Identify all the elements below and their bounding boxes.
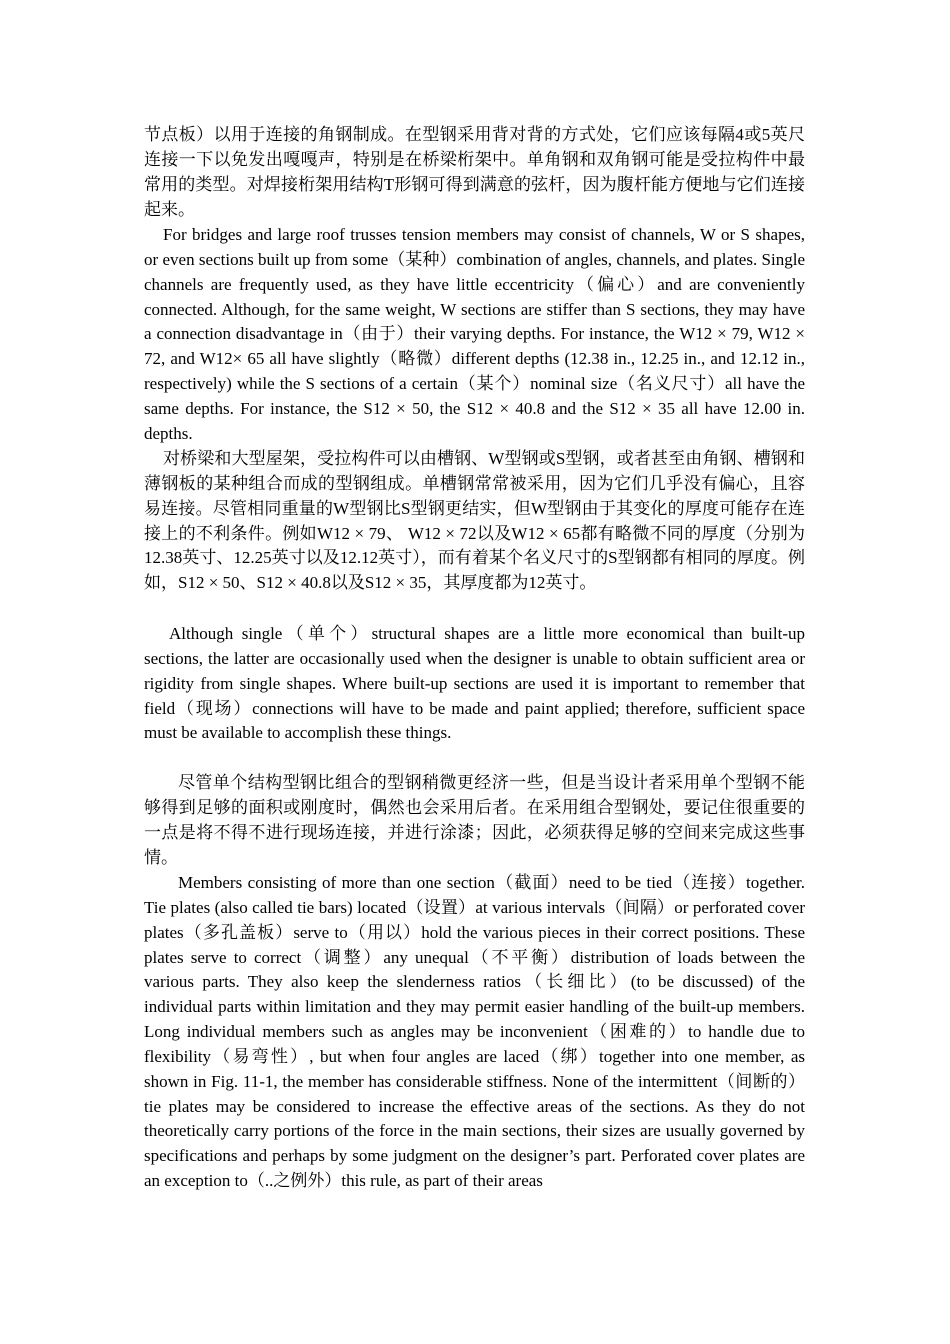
paragraph-zh-gusset-connection: 节点板）以用于连接的角钢制成。在型钢采用背对背的方式处，它们应该每隔4或5英尺连接一下以免发出嘎嘎声，特别是在桥梁桁架中。单角钢和双角钢可能是受拉构件中最常用的类型。对焊接桁架用结构T形钢可得到满意的弦杆，因为腹杆能方便地与它们连接起来。 xyxy=(144,125,805,219)
paragraph-en-bridge-tension-members: For bridges and large roof trusses tension members may consist of channels, W or S shapes, or even sections built up from some（某种）combination of angles, channels, and plates. Single channels are frequently used, as they have little eccentricity（偏心）and are conveniently connected. Although, for the same weight, W sections are stiffer than S sections, they may have a connection disadvantage in（由于）their varying depths. For instance, the W12 × 79, W12 × 72, and W12× 65 all have slightly（略微）different depths (12.38 in., 12.25 in., and 12.12 in., respectively) while the S sections of a certain（某个）nominal size（名义尺寸）all have the same depths. For instance, the S12 × 50, the S12 × 40.8 and the S12 × 35 all have 12.00 in. depths. xyxy=(144,225,805,443)
paragraph-zh-bridge-tension-members: 对桥梁和大型屋架，受拉构件可以由槽钢、W型钢或S型钢，或者甚至由角钢、槽钢和薄钢板的某种组合而成的型钢组成。单槽钢常常被采用，因为它们几乎没有偏心，且容易连接。尽管相同重量的W型钢比S型钢更结实，但W型钢由于其变化的厚度可能存在连接上的不利条件。例如W12 × 79、 W12 × 72以及W12 × 65都有略微不同的厚度（分别为12.38英寸、12.25英寸以及12.12英寸），而有着某个名义尺寸的S型钢都有相同的厚度。例如，S12 × 50、S12 × 40.8以及S12 × 35，其厚度都为12英寸。 xyxy=(144,449,805,593)
paragraph-zh-built-up-sections: 尽管单个结构型钢比组合的型钢稍微更经济一些，但是当设计者采用单个型钢不能够得到足够的面积或刚度时，偶然也会采用后者。在采用组合型钢处，要记住很重要的一点是将不得不进行现场连接，并进行涂漆；因此，必须获得足够的空间来完成这些事情。 xyxy=(144,773,805,867)
paragraph-en-tie-plates: Members consisting of more than one section（截面）need to be tied（连接）together. Tie plates (also called tie bars) located（设置）at various intervals（间隔）or perforated cover plates（多孔盖板）serve to（用以）hold the various pieces in their correct positions. These plates serve to correct（调整）any unequal（不平衡）distribution of loads between the various parts. They also keep the slenderness ratios（长细比）(to be discussed) of the individual parts within limitation and they may permit easier handling of the built-up members. Long individual members such as angles may be inconvenient（困难的）to handle due to flexibility（易弯性）, but when four angles are laced（绑）together into one member, as shown in Fig. 11-1, the member has considerable stiffness. None of the intermittent（间断的）tie plates may be considered to increase the effective areas of the sections. As they do not theoretically carry portions of the force in the main sections, their sizes are usually governed by specifications and perhaps by some judgment on the designer’s part. Perforated cover plates are an exception to（..之例外）this rule, as part of their areas xyxy=(144,873,805,1191)
paragraph-en-built-up-sections: Although single（单个）structural shapes are a little more economical than built-up sections, the latter are occasionally used when the designer is unable to obtain sufficient area or rigidity from single shapes. Where built-up sections are used it is important to remember that field（现场）connections will have to be made and paint applied; therefore, sufficient space must be available to accomplish these things. xyxy=(144,624,805,743)
